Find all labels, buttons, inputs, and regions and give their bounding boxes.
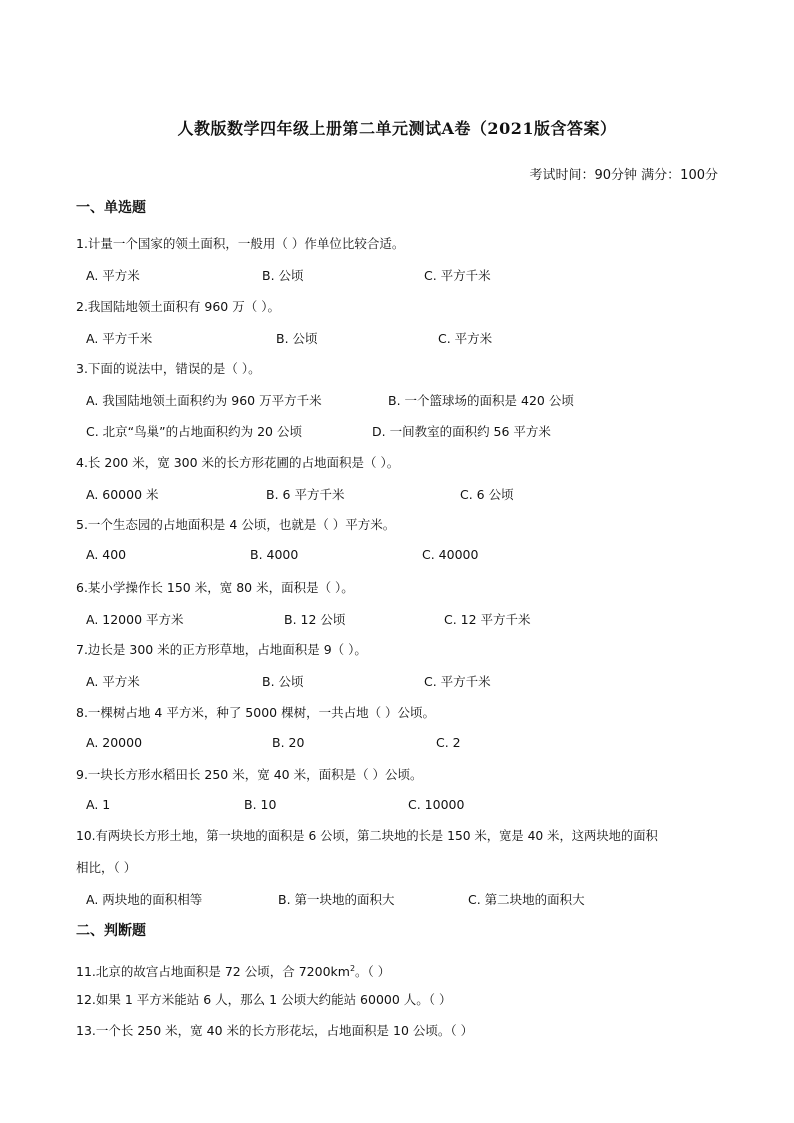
question-stem: 3.下面的说法中，错误的是（ ）。 — [76, 361, 261, 376]
option-b: B. 公顷 — [262, 674, 304, 689]
question-stem: 13.一个长 250 米，宽 40 米的长方形花坛，占地面积是 10 公顷。（ ） — [76, 1023, 474, 1038]
option-b: B. 4000 — [250, 547, 299, 562]
exam-meta: 考试时间：90分钟 满分：100分 — [529, 168, 718, 183]
question-stem: 12.如果 1 平方米能站 6 人，那么 1 公顷大约能站 60000 人。（ ） — [76, 992, 452, 1007]
option-d: D. 一间教室的面积约 56 平方米 — [372, 424, 551, 439]
option-a: A. 60000 米 — [86, 487, 159, 502]
option-b: B. 公顷 — [276, 331, 318, 346]
option-c: C. 平方米 — [438, 331, 493, 346]
question-13 — [76, 1015, 718, 1046]
question-stem: 8.一棵树占地 4 平方米，种了 5000 棵树，一共占地（ ）公顷。 — [76, 705, 436, 720]
question-stem: 7.边长是 300 米的正方形草地，占地面积是 9（ ）。 — [76, 642, 367, 657]
option-b: B. 20 — [272, 735, 305, 750]
question-8 — [76, 697, 718, 728]
question-11 — [76, 953, 718, 987]
question-9 — [76, 759, 718, 790]
question-stem: 1.计量一个国家的领土面积，一般用（ ）作单位比较合适。 — [76, 236, 405, 251]
question-stem: 11.北京的故宫占地面积是 72 公顷，合 $7200km^2$。（ ） — [76, 964, 391, 980]
section-heading-single-choice: 一、单选题 — [76, 200, 146, 216]
option-c: C. 平方千米 — [424, 268, 491, 283]
option-b: B. 12 公顷 — [284, 612, 346, 627]
option-a: A. 1 — [86, 797, 111, 812]
option-a: A. 平方米 — [86, 674, 140, 689]
option-b: B. 公顷 — [262, 268, 304, 283]
option-b: B. 6 平方千米 — [266, 487, 345, 502]
option-b: B. 第一块地的面积大 — [278, 892, 395, 907]
option-c: C. 第二块地的面积大 — [468, 892, 585, 907]
option-a: A. 平方千米 — [86, 331, 153, 346]
section-heading-true-false: 二、判断题 — [76, 923, 146, 939]
question-stem: 6.某小学操作长 150 米，宽 80 米，面积是（ ）。 — [76, 580, 354, 595]
question-6 — [76, 572, 718, 603]
question-1 — [76, 228, 718, 259]
question-10 — [76, 821, 718, 883]
question-7 — [76, 634, 718, 665]
option-b: B. 10 — [244, 797, 277, 812]
question-4 — [76, 447, 718, 478]
option-c: C. 12 平方千米 — [444, 612, 531, 627]
question-stem: 10.有两块长方形土地，第一块地的面积是 6 公顷，第二块地的长是 150 米，宽是 40 米，这两块地的面积 — [76, 829, 658, 843]
question-stem: 5.一个生态园的占地面积是 4 公顷，也就是（ ）平方米。 — [76, 517, 396, 532]
question-stem-continued: 相比，（ ） — [76, 860, 137, 875]
option-a: A. 400 — [86, 547, 127, 562]
option-c: C. 10000 — [408, 797, 465, 812]
question-12 — [76, 984, 718, 1015]
option-a: A. 两块地的面积相等 — [86, 892, 203, 907]
question-3 — [76, 353, 718, 384]
option-c: C. 2 — [436, 735, 461, 750]
question-stem: 9.一块长方形水稻田长 250 米，宽 40 米，面积是（ ）公顷。 — [76, 767, 423, 782]
option-b: B. 一个篮球场的面积是 420 公顷 — [388, 393, 574, 408]
option-a: A. 20000 — [86, 735, 143, 750]
option-a: A. 平方米 — [86, 268, 140, 283]
question-2 — [76, 291, 718, 322]
question-stem: 2.我国陆地领土面积有 960 万（ ）。 — [76, 299, 280, 314]
option-c: C. 平方千米 — [424, 674, 491, 689]
option-c: C. 北京“鸟巢”的占地面积约为 20 公顷 — [86, 424, 302, 439]
option-a: A. 12000 平方米 — [86, 612, 184, 627]
question-5 — [76, 509, 718, 540]
option-c: C. 40000 — [422, 547, 479, 562]
document-title: 人教版数学四年级上册第二单元测试A卷（2021版含答案） — [177, 119, 617, 138]
option-c: C. 6 公顷 — [460, 487, 514, 502]
option-a: A. 我国陆地领土面积约为 960 万平方千米 — [86, 393, 322, 408]
question-stem: 4.长 200 米，宽 300 米的长方形花圃的占地面积是（ ）。 — [76, 455, 400, 470]
superscript-2: 2 — [349, 964, 356, 973]
